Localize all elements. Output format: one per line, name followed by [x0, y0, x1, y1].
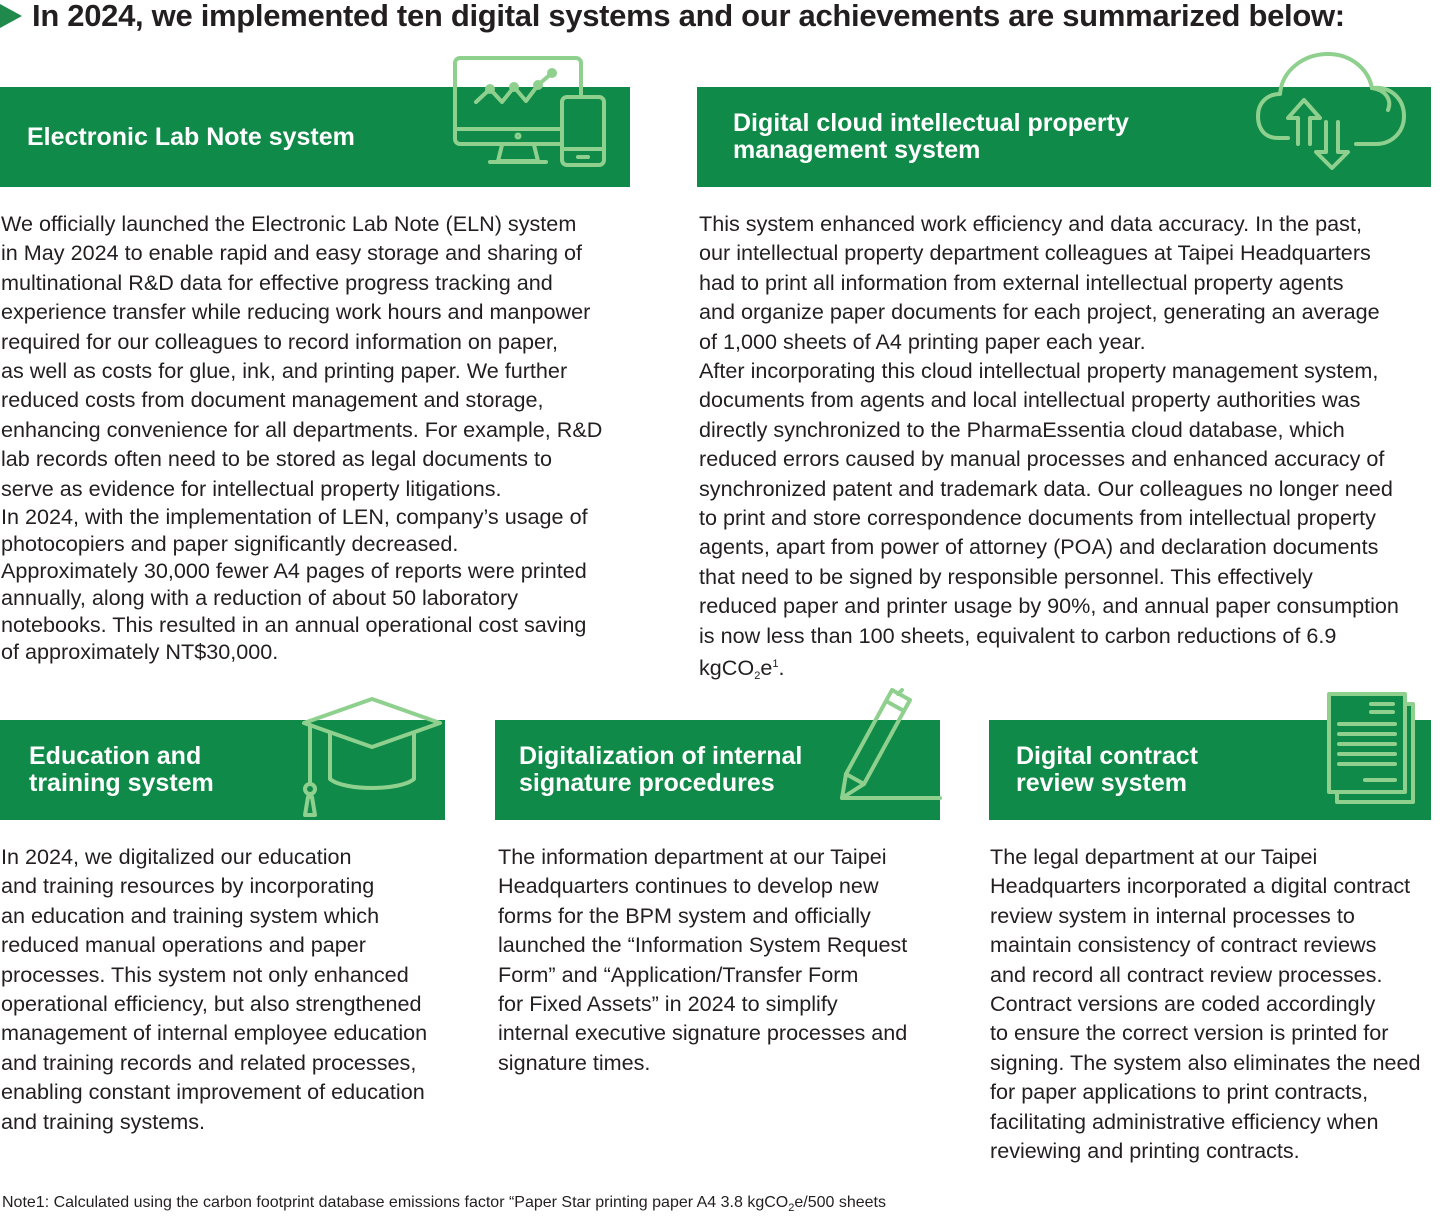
- document-stack-icon: [1325, 690, 1420, 805]
- carbon-unit: $kgCO_2e^1$.: [699, 655, 785, 683]
- page-title: In 2024, we implemented ten digital systems and our achievements are summarized below:: [32, 0, 1345, 33]
- monitor-chart-phone-icon: [452, 55, 612, 170]
- eln-paragraph-1: We officially launched the Electronic Lab Note (ELN) system in May 2024 to enable rapid and easy storage and sharing of multinational R&D data for effective progress tracking and experience transfer while reducing work hours and manpower required for our colleagues to record information on paper, as well as costs for glue, ink, and printing paper. We further reduced costs from document management and storage, enhancing convenience for all departments. For example, R&D lab records often need to be stored as legal documents to serve as evidence for intellectual property litigations.: [1, 211, 603, 501]
- cloud-ip-paragraph-2: After incorporating this cloud intellectual property management system, documents from agents and local intellectual property authorities was directly synchronized to the PharmaEssentia cloud database, which reduced errors caused by manual processes and enhanced accuracy of synchronized patent and trademark data. Our colleagues no longer need to print and store correspondence documents from intellectual property agents, apart from power of attorney (POA) and declaration documents that need to be signed by responsible personnel. This effectively reduced paper and printer usage by 90%, and annual paper consumption is now less than 100 sheets, equivalent to carbon reductions of 6.9 $kgCO_2e^1$.: [699, 358, 1399, 683]
- eln-description: [1, 209, 641, 665]
- signature-description: The information department at our Taipei Headquarters continues to develop new forms for the BPM system and officially launched the “Information System Request Form” and “Application/Transfer Form for Fixed Assets” in 2024 to simplify internal executive signature processes and signature times.: [498, 844, 908, 1075]
- eln-paragraph-2: In 2024, with the implementation of LEN, company’s usage of photocopiers and paper significantly decreased. Approximately 30,000 fewer A4 pages of reports were printed annually, along with a reduction of about 50 laboratory notebooks. This resulted in an annual operational cost saving of approximately NT$30,000.: [1, 504, 588, 665]
- footnote-marker: 1: [772, 658, 779, 671]
- contract-title: Digital contract review system: [1016, 742, 1198, 797]
- education-description: In 2024, we digitalized our education and training resources by incorporating an education and training system which reduced manual operations and paper processes. This system not only enhanced operational efficiency, but also strengthened management of internal employee education and training records and related processes, enabling constant improvement of education and training systems.: [1, 844, 428, 1134]
- footnote: Note1: Calculated using the carbon footprint database emissions factor “Paper Star printing paper A4 3.8 kgCO$_2$e/500 sheets: [2, 1194, 886, 1214]
- graduation-cap-icon: [300, 695, 445, 820]
- cloud-ip-title: Digital cloud intellectual property management system: [733, 109, 1129, 164]
- page-heading: [0, 0, 1345, 36]
- eln-title: Electronic Lab Note system: [27, 122, 355, 151]
- triangle-bullet-icon: [0, 4, 22, 28]
- signature-title: Digitalization of internal signature procedures: [519, 742, 803, 797]
- cloud-ip-paragraph-1: This system enhanced work efficiency and data accuracy. In the past, our intellectual property department colleagues at Taipei Headquarters had to print all information from external intellectual property agents and organize paper documents for each project, generating an average of 1,000 sheets of A4 printing paper each year.: [699, 211, 1380, 354]
- pencil-icon: [836, 684, 940, 804]
- contract-description: The legal department at our Taipei Headquarters incorporated a digital contract review system in internal processes to maintain consistency of contract reviews and record all contract review processes. Contract versions are coded accordingly to ensure the correct version is printed for signing. The system also eliminates the need for paper applications to print contracts, facilitating administrative efficiency when reviewing and printing contracts.: [990, 844, 1421, 1164]
- cloud-upload-download-icon: [1252, 48, 1412, 173]
- education-title: Education and training system: [29, 742, 214, 797]
- cloud-ip-description: [699, 209, 1439, 692]
